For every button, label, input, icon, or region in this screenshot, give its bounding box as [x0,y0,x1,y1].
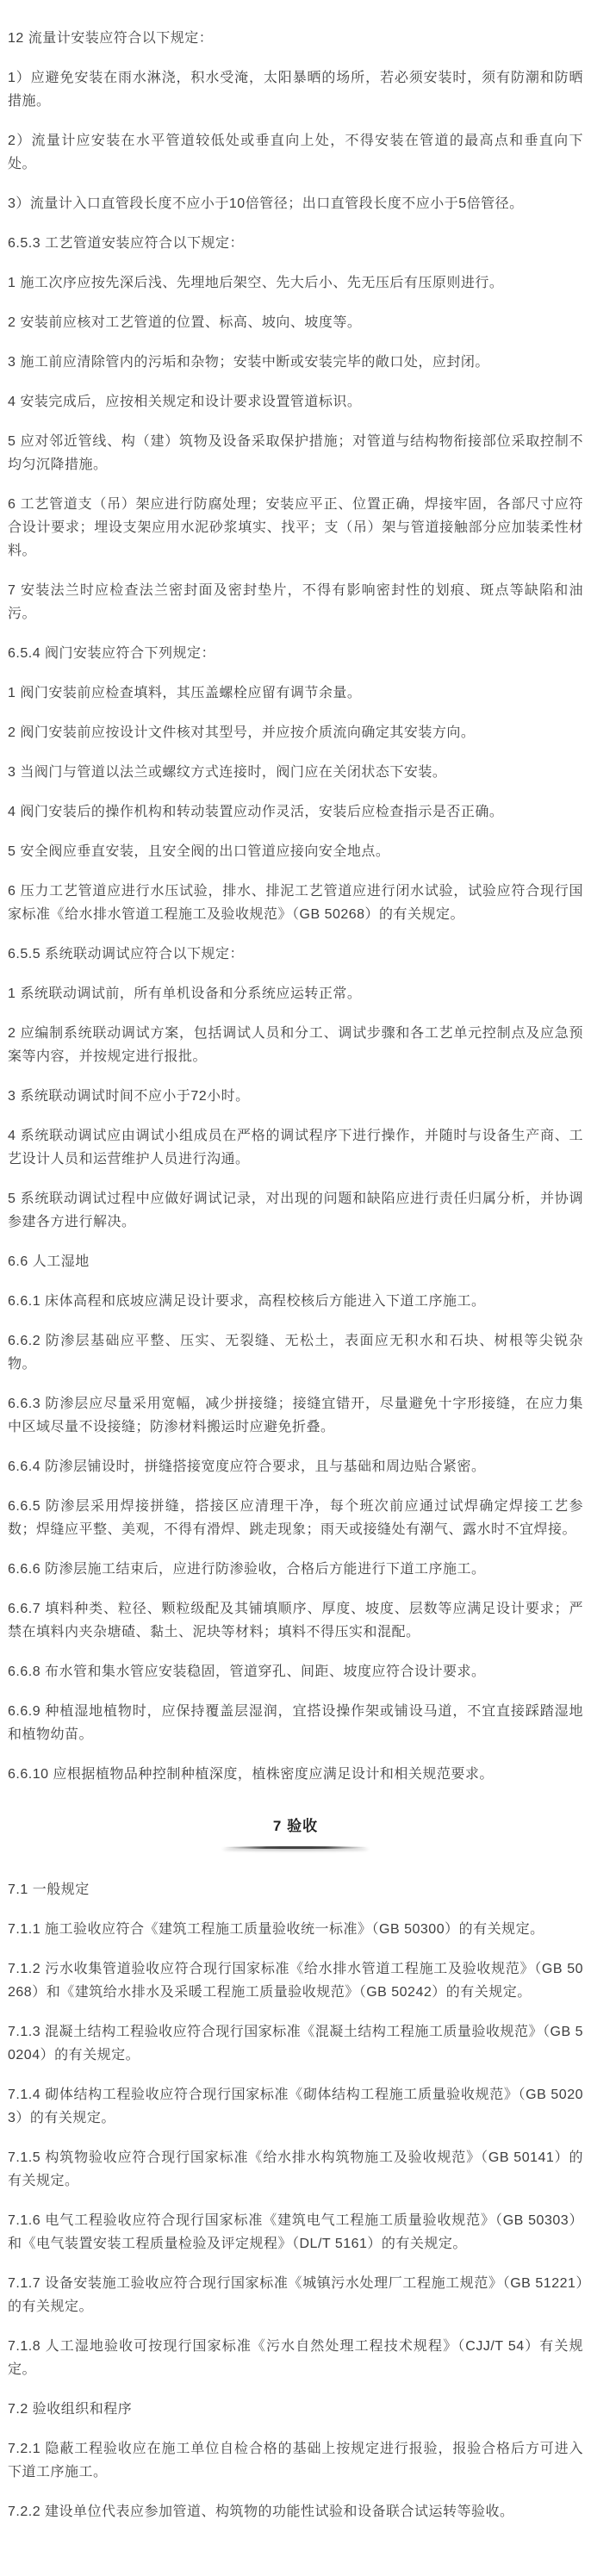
clause-paragraph: 12 流量计安装应符合以下规定： [8,31,214,46]
clause-paragraph: 2）流量计应安装在水平管道较低处或垂直向上处，不得安装在管道的最高点和垂直向下处。 [8,134,583,171]
clause-paragraph: 6.6.3 防渗层应尽量采用宽幅，减少拼接缝；接缝宜错开，尽量避免十字形接缝，在应力集中区域尽量不设接缝；防渗材料搬运时应避免折叠。 [8,1397,583,1434]
clause-paragraph: 7.2 验收组织和程序 [8,2402,133,2417]
clause-paragraph: 7 安装法兰时应检查法兰密封面及密封垫片，不得有影响密封性的划痕、斑点等缺陷和油污。 [8,583,583,621]
clause-paragraph: 6.6.1 床体高程和底坡应满足设计要求，高程校核后方能进入下道工序施工。 [8,1294,486,1309]
clause-paragraph: 7.1 一般规定 [8,1882,90,1897]
clause-paragraph: 6.6.8 布水管和集水管应安装稳固，管道穿孔、间距、坡度应符合设计要求。 [8,1664,486,1679]
clause-paragraph: 7.1.3 混凝土结构工程验收应符合现行国家标准《混凝土结构工程施工质量验收规范》（GB 50204）的有关规定。 [8,2025,583,2063]
clause-paragraph: 6.5.4 阀门安装应符合下列规定： [8,646,216,661]
clause-paragraph: 5 应对邻近管线、构（建）筑物及设备采取保护措施；对管道与结构物衔接部位采取控制不均匀沉降措施。 [8,434,583,472]
clause-paragraph: 5 安全阀应垂直安装，且安全阀的出口管道应接向安全地点。 [8,844,390,859]
clause-paragraph: 7.1.5 构筑物验收应符合现行国家标准《给水排水构筑物施工及验收规范》（GB 50141）的有关规定。 [8,2150,583,2188]
clause-paragraph: 6.6.6 防渗层施工结束后，应进行防渗验收，合格后方能进行下道工序施工。 [8,1562,486,1577]
clause-paragraph: 6.6.10 应根据植物品种控制种植深度，植株密度应满足设计和相关规范要求。 [8,1767,494,1782]
clause-paragraph: 1 施工次序应按先深后浅、先埋地后架空、先大后小、先无压后有压原则进行。 [8,276,504,290]
clause-paragraph: 4 系统联动调试应由调试小组成员在严格的调试程序下进行操作，并随时与设备生产商、工艺设计人员和运营维护人员进行沟通。 [8,1129,583,1167]
clause-paragraph: 7.2.2 建设单位代表应参加管道、构筑物的功能性试验和设备联合试运转等验收。 [8,2504,514,2519]
chapter-heading: 7 验收 [272,1818,319,1834]
clause-paragraph: 6.6.2 防渗层基础应平整、压实、无裂缝、无松土，表面应无积水和石块、树根等尖锐杂物。 [8,1334,583,1372]
clause-paragraph: 6.5.3 工艺管道安装应符合以下规定： [8,236,245,251]
clause-paragraph: 6.6.9 种植湿地植物时，应保持覆盖层湿润，宜搭设操作架或铺设马道，不宜直接踩踏湿地和植物幼苗。 [8,1704,583,1742]
clause-paragraph: 7.1.1 施工验收应符合《建筑工程施工质量验收统一标准》（GB 50300）的有关规定。 [8,1922,544,1937]
clause-paragraph: 2 阀门安装前应按设计文件核对其型号，并应按介质流向确定其安装方向。 [8,725,476,740]
clause-paragraph: 6.6.5 防渗层采用焊接拼缝，搭接区应清理干净，每个班次前应通过试焊确定焊接工艺参数；焊缝应平整、美观，不得有滑焊、跳走现象；雨天或接缝处有潮气、露水时不宜焊接。 [8,1499,583,1537]
clause-paragraph: 7.1.7 设备安装施工验收应符合现行国家标准《城镇污水处理厂工程施工规范》（GB 51221）的有关规定。 [8,2276,583,2314]
clause-paragraph: 4 阀门安装后的操作机构和转动装置应动作灵活，安装后应检查指示是否正确。 [8,805,504,819]
clause-paragraph: 6.6.7 填料种类、粒径、颗粒级配及其铺填顺序、厚度、坡度、层数等应满足设计要求；严禁在填料内夹杂塘碴、黏土、泥块等材料；填料不得压实和混配。 [8,1602,583,1640]
clause-paragraph: 2 应编制系统联动调试方案，包括调试人员和分工、调试步骤和各工艺单元控制点及应急预案等内容，并按规定进行报批。 [8,1026,583,1064]
clause-paragraph: 7.1.2 污水收集管道验收应符合现行国家标准《给水排水管道工程施工及验收规范》（GB 50268）和《建筑给水排水及采暖工程施工质量验收规范》（GB 50242）的有关规定。 [8,1962,583,2000]
clause-paragraph: 7.1.6 电气工程验收应符合现行国家标准《建筑电气工程施工质量验收规范》（GB 50303）和《电气装置安装工程质量检验及评定规程》（DL/T 5161）的有关规定。 [8,2213,583,2251]
clause-paragraph: 6 压力工艺管道应进行水压试验，排水、排泥工艺管道应进行闭水试验，试验应符合现行国家标准《给水排水管道工程施工及验收规范》（GB 50268）的有关规定。 [8,884,583,922]
clause-paragraph: 1 阀门安装前应检查填料，其压盖螺栓应留有调节余量。 [8,686,362,700]
clause-paragraph: 6.6 人工湿地 [8,1254,90,1269]
clause-paragraph: 4 安装完成后，应按相关规定和设计要求设置管道标识。 [8,395,362,409]
clause-paragraph: 7.2.1 隐蔽工程验收应在施工单位自检合格的基础上按规定进行报验，报验合格后方可进入下道工序施工。 [8,2442,583,2480]
clause-paragraph: 5 系统联动调试过程中应做好调试记录，对出现的问题和缺陷应进行责任归属分析，并协调参建各方进行解决。 [8,1192,583,1229]
clause-paragraph: 3）流量计入口直管段长度不应小于10倍管径；出口直管段长度不应小于5倍管径。 [8,196,524,211]
clause-paragraph: 3 施工前应清除管内的污垢和杂物；安装中断或安装完毕的敞口处，应封闭。 [8,355,489,370]
clause-paragraph: 1 系统联动调试前，所有单机设备和分系统应运转正常。 [8,986,362,1001]
clause-paragraph: 6 工艺管道支（吊）架应进行防腐处理；安装应平正、位置正确，焊接牢固，各部尺寸应符合设计要求；埋设支架应用水泥砂浆填实、找平；支（吊）架与管道接触部分应加装柔性材料。 [8,497,583,558]
clause-paragraph: 7.1.4 砌体结构工程验收应符合现行国家标准《砌体结构工程施工质量验收规范》（GB 50203）的有关规定。 [8,2088,583,2125]
clause-paragraph: 7.1.8 人工湿地验收可按现行国家标准《污水自然处理工程技术规程》（CJJ/T 54）有关规定。 [8,2339,583,2377]
clause-paragraph: 1）应避免安装在雨水淋浇，积水受淹，太阳暴晒的场所，若必须安装时，须有防潮和防晒措施。 [8,71,583,109]
clause-paragraph: 3 系统联动调试时间不应小于72小时。 [8,1089,250,1104]
clause-paragraph: 3 当阀门与管道以法兰或螺纹方式连接时，阀门应在关闭状态下安装。 [8,765,447,780]
clause-paragraph: 2 安装前应核对工艺管道的位置、标高、坡向、坡度等。 [8,315,362,330]
clause-paragraph: 6.6.4 防渗层铺设时，拼缝搭接宽度应符合要求，且与基础和周边贴合紧密。 [8,1459,486,1474]
clause-paragraph: 6.5.5 系统联动调试应符合以下规定： [8,947,245,961]
chapter-divider-line [222,1846,369,1849]
